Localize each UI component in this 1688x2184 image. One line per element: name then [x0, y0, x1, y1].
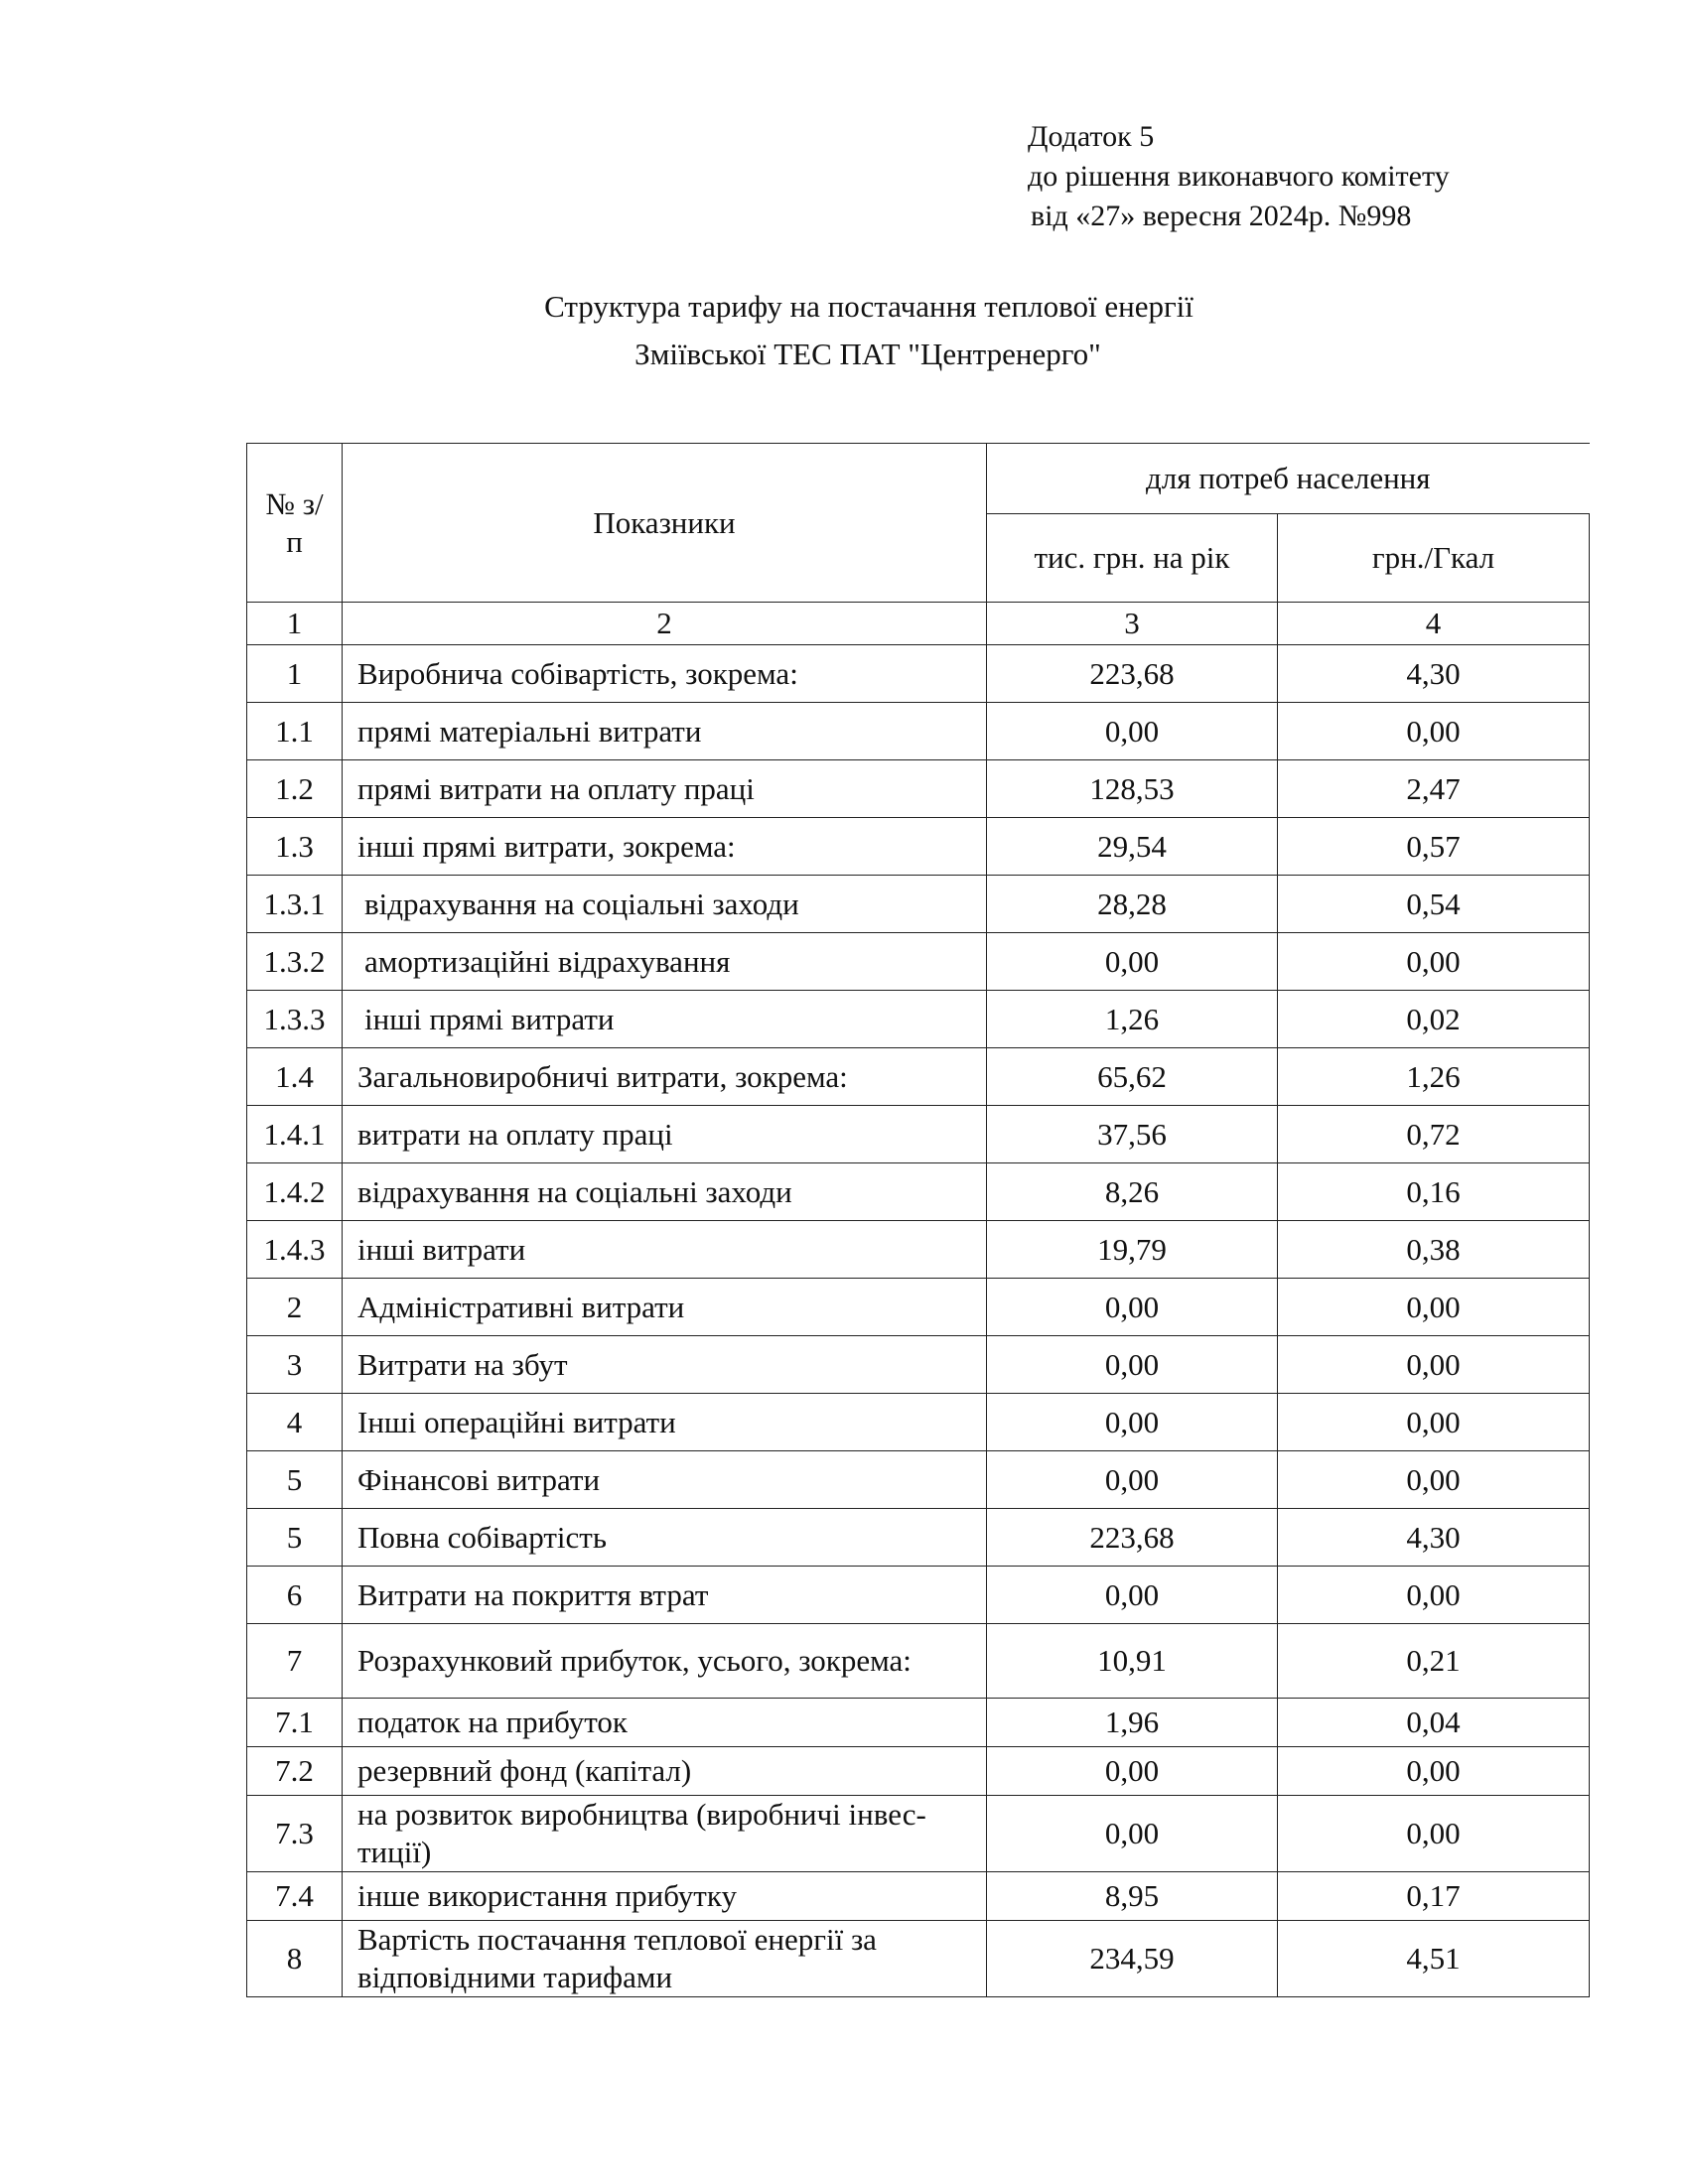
document-title: [0, 283, 1688, 378]
column-index-row: [247, 603, 1590, 645]
row-indicator-cell: [343, 1336, 987, 1394]
table-row: [247, 1699, 1590, 1747]
table-row: [247, 1279, 1590, 1336]
header-thousand-uah-per-year: тис. грн. на рік: [987, 514, 1278, 603]
row-number: 7.4: [247, 1872, 343, 1921]
row-indicator-cell: [343, 1624, 987, 1699]
row-indicator-cell: [343, 1872, 987, 1921]
table-row: [247, 818, 1590, 876]
row-indicator: податок на прибуток: [357, 1705, 628, 1739]
row-indicator: резервний фонд (капітал): [357, 1753, 692, 1788]
row-value-uah-per-gcal: 0,00: [1278, 933, 1590, 991]
table-row: [247, 1048, 1590, 1106]
row-value-thousand-uah-per-year: 28,28: [987, 876, 1278, 933]
row-number: 1.3.3: [247, 991, 343, 1048]
row-indicator-cell: [343, 1921, 987, 1997]
row-value-uah-per-gcal: 4,51: [1278, 1921, 1590, 1997]
column-index: 1: [247, 603, 343, 645]
row-indicator-cell: [343, 876, 987, 933]
annex-number: Додаток 5: [1028, 120, 1155, 153]
row-number: 4: [247, 1394, 343, 1451]
row-value-thousand-uah-per-year: 0,00: [987, 1336, 1278, 1394]
row-value-thousand-uah-per-year: 19,79: [987, 1221, 1278, 1279]
row-indicator-cell: [343, 1048, 987, 1106]
annex-reference: [1028, 117, 1450, 236]
row-value-thousand-uah-per-year: 0,00: [987, 1451, 1278, 1509]
row-value-uah-per-gcal: 0,72: [1278, 1106, 1590, 1163]
row-value-thousand-uah-per-year: 234,59: [987, 1921, 1278, 1997]
row-value-uah-per-gcal: 2,47: [1278, 760, 1590, 818]
header-uah-per-gcal: грн./Гкал: [1278, 514, 1590, 603]
row-indicator: Розрахунковий прибуток, усього, зокрема:: [357, 1643, 912, 1678]
row-value-thousand-uah-per-year: 8,95: [987, 1872, 1278, 1921]
row-value-thousand-uah-per-year: 37,56: [987, 1106, 1278, 1163]
row-value-uah-per-gcal: 0,54: [1278, 876, 1590, 933]
row-value-uah-per-gcal: 0,57: [1278, 818, 1590, 876]
tariff-structure-table: [246, 443, 1590, 1997]
row-indicator: Адміністративні витрати: [357, 1289, 685, 1324]
table-row: [247, 760, 1590, 818]
row-indicator: прямі витрати на оплату праці: [357, 770, 755, 806]
row-indicator: Виробнича собівартість, зокрема:: [357, 655, 798, 691]
row-number: 6: [247, 1567, 343, 1624]
row-value-thousand-uah-per-year: 223,68: [987, 1509, 1278, 1567]
table-row: [247, 1921, 1590, 1997]
row-indicator: амортизаційні відрахування: [364, 943, 731, 979]
table-row: [247, 933, 1590, 991]
row-value-uah-per-gcal: 0,21: [1278, 1624, 1590, 1699]
row-value-uah-per-gcal: 0,00: [1278, 1451, 1590, 1509]
row-value-uah-per-gcal: 0,04: [1278, 1699, 1590, 1747]
row-value-uah-per-gcal: 0,00: [1278, 1747, 1590, 1796]
row-number: 2: [247, 1279, 343, 1336]
row-value-thousand-uah-per-year: 128,53: [987, 760, 1278, 818]
table-row: [247, 1509, 1590, 1567]
row-number: 7.2: [247, 1747, 343, 1796]
row-value-uah-per-gcal: 0,16: [1278, 1163, 1590, 1221]
row-value-thousand-uah-per-year: 10,91: [987, 1624, 1278, 1699]
row-value-uah-per-gcal: 0,17: [1278, 1872, 1590, 1921]
row-value-uah-per-gcal: 0,00: [1278, 1796, 1590, 1872]
table-row: [247, 1796, 1590, 1872]
table-row: [247, 1872, 1590, 1921]
row-number: 1.3: [247, 818, 343, 876]
row-number: 5: [247, 1509, 343, 1567]
annex-date-number: від «27» вересня 2024р. №998: [1031, 200, 1412, 232]
row-value-uah-per-gcal: 0,00: [1278, 1394, 1590, 1451]
row-value-uah-per-gcal: 0,02: [1278, 991, 1590, 1048]
row-indicator-cell: [343, 1699, 987, 1747]
row-value-uah-per-gcal: 0,00: [1278, 1567, 1590, 1624]
row-value-thousand-uah-per-year: 65,62: [987, 1048, 1278, 1106]
table-row: [247, 1106, 1590, 1163]
row-value-uah-per-gcal: 0,38: [1278, 1221, 1590, 1279]
row-number: 1.4.3: [247, 1221, 343, 1279]
table-row: [247, 1163, 1590, 1221]
row-number: 7.1: [247, 1699, 343, 1747]
row-indicator: Вартість постачання теплової енергії за відповідними тарифами: [357, 1922, 877, 1994]
row-number: 1: [247, 645, 343, 703]
row-number: 1.4.1: [247, 1106, 343, 1163]
row-value-thousand-uah-per-year: 1,96: [987, 1699, 1278, 1747]
row-indicator-cell: [343, 760, 987, 818]
row-indicator-cell: [343, 645, 987, 703]
row-indicator: Повна собівартість: [357, 1519, 607, 1555]
row-indicator: прямі матеріальні витрати: [357, 713, 702, 749]
header-population-needs: для потреб населення: [987, 444, 1590, 514]
row-indicator: Фінансові витрати: [357, 1461, 601, 1497]
row-value-thousand-uah-per-year: 8,26: [987, 1163, 1278, 1221]
row-number: 1.2: [247, 760, 343, 818]
header-number: [247, 444, 343, 603]
column-index: 3: [987, 603, 1278, 645]
row-value-thousand-uah-per-year: 29,54: [987, 818, 1278, 876]
title-line-1: Структура тарифу на постачання теплової енергії: [544, 289, 1194, 324]
row-indicator-cell: [343, 818, 987, 876]
row-indicator-cell: [343, 1509, 987, 1567]
table-row: [247, 1221, 1590, 1279]
row-indicator-cell: [343, 1394, 987, 1451]
row-value-uah-per-gcal: 4,30: [1278, 645, 1590, 703]
row-indicator: інші прямі витрати, зокрема:: [357, 828, 736, 864]
row-indicator-cell: [343, 1279, 987, 1336]
column-index: 4: [1278, 603, 1590, 645]
row-number: 3: [247, 1336, 343, 1394]
column-index: 2: [343, 603, 987, 645]
table-row: [247, 645, 1590, 703]
row-value-uah-per-gcal: 0,00: [1278, 1336, 1590, 1394]
header-indicators: Показники: [343, 444, 987, 603]
row-value-uah-per-gcal: 0,00: [1278, 1279, 1590, 1336]
row-value-thousand-uah-per-year: 1,26: [987, 991, 1278, 1048]
row-value-uah-per-gcal: 4,30: [1278, 1509, 1590, 1567]
table-row: [247, 1567, 1590, 1624]
row-indicator: інше використання прибутку: [357, 1878, 737, 1913]
row-indicator: Інші операційні витрати: [357, 1404, 676, 1439]
row-indicator: інші витрати: [357, 1231, 526, 1267]
row-indicator: Загальновиробничі витрати, зокрема:: [357, 1058, 848, 1094]
row-indicator-cell: [343, 1567, 987, 1624]
row-indicator: відрахування на соціальні заходи: [357, 1173, 792, 1209]
row-indicator-cell: [343, 1163, 987, 1221]
row-value-thousand-uah-per-year: 0,00: [987, 1567, 1278, 1624]
row-value-thousand-uah-per-year: 0,00: [987, 1747, 1278, 1796]
row-number: 1.4: [247, 1048, 343, 1106]
table-row: [247, 703, 1590, 760]
row-indicator: відрахування на соціальні заходи: [364, 886, 799, 921]
header-number-label: № з/п: [265, 485, 324, 559]
row-indicator-cell: [343, 991, 987, 1048]
row-indicator-cell: [343, 1221, 987, 1279]
row-value-uah-per-gcal: 1,26: [1278, 1048, 1590, 1106]
row-indicator: витрати на оплату праці: [357, 1116, 673, 1152]
table-header-row: [247, 444, 1590, 514]
title-line-2: Зміївської ТЕС ПАТ "Центренерго": [634, 337, 1101, 371]
row-indicator: Витрати на покриття втрат: [357, 1576, 709, 1612]
table-row: [247, 1624, 1590, 1699]
row-indicator: інші прямі витрати: [364, 1001, 615, 1036]
row-number: 7: [247, 1624, 343, 1699]
row-number: 5: [247, 1451, 343, 1509]
row-indicator-cell: [343, 933, 987, 991]
row-indicator-cell: [343, 1106, 987, 1163]
table-row: [247, 1747, 1590, 1796]
row-number: 1.3.1: [247, 876, 343, 933]
row-value-uah-per-gcal: 0,00: [1278, 703, 1590, 760]
row-indicator-cell: [343, 1796, 987, 1872]
table-row: [247, 1394, 1590, 1451]
row-value-thousand-uah-per-year: 223,68: [987, 645, 1278, 703]
table-row: [247, 1451, 1590, 1509]
row-value-thousand-uah-per-year: 0,00: [987, 1394, 1278, 1451]
row-number: 1.3.2: [247, 933, 343, 991]
row-number: 1.1: [247, 703, 343, 760]
row-value-thousand-uah-per-year: 0,00: [987, 703, 1278, 760]
row-indicator-cell: [343, 1747, 987, 1796]
row-value-thousand-uah-per-year: 0,00: [987, 1796, 1278, 1872]
row-value-thousand-uah-per-year: 0,00: [987, 933, 1278, 991]
row-indicator: на розвиток виробництва (виробничі інвес-тиції): [357, 1797, 926, 1869]
row-indicator: Витрати на збут: [357, 1346, 568, 1382]
row-number: 7.3: [247, 1796, 343, 1872]
table-row: [247, 991, 1590, 1048]
row-indicator-cell: [343, 1451, 987, 1509]
table-row: [247, 876, 1590, 933]
table-row: [247, 1336, 1590, 1394]
row-number: 1.4.2: [247, 1163, 343, 1221]
row-value-thousand-uah-per-year: 0,00: [987, 1279, 1278, 1336]
row-number: 8: [247, 1921, 343, 1997]
row-indicator-cell: [343, 703, 987, 760]
annex-decision: до рішення виконавчого комітету: [1028, 160, 1450, 193]
